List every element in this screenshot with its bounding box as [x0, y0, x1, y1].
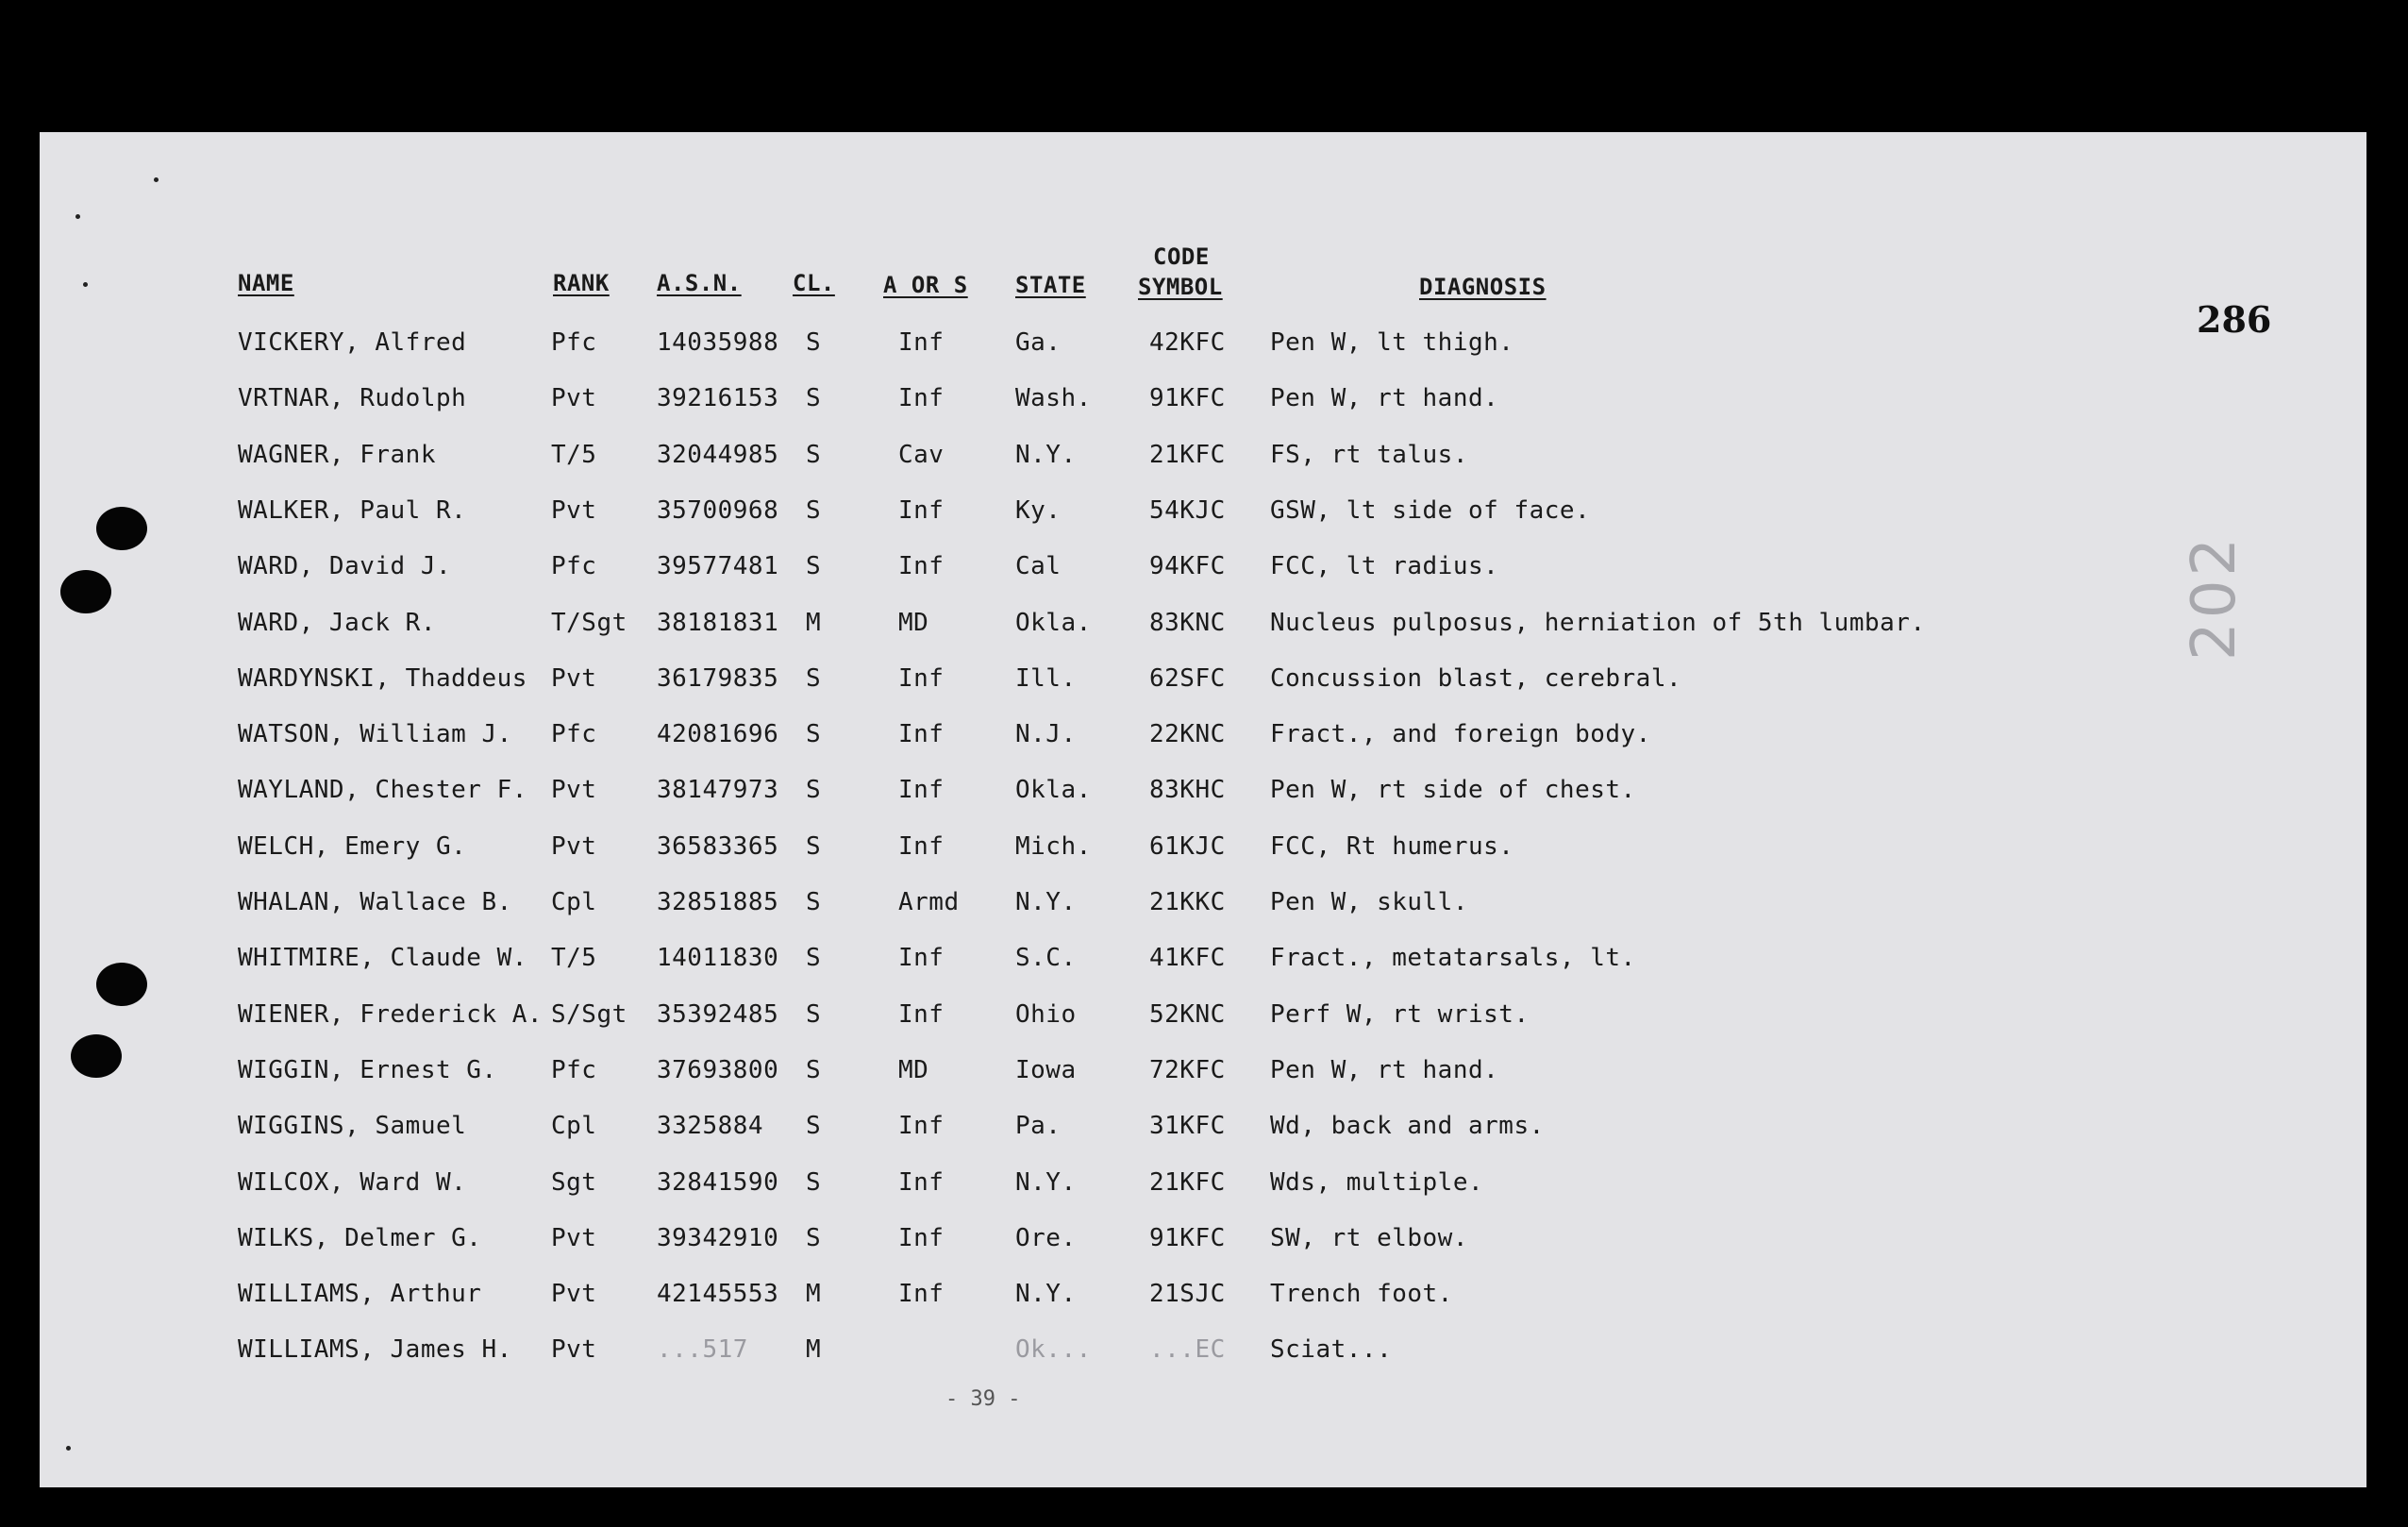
a-or-s-cell: Inf [898, 1112, 945, 1140]
code-symbol-cell: 21KFC [1149, 1168, 1226, 1197]
code-symbol-cell: 21KKC [1149, 888, 1226, 916]
header-cl: CL. [793, 270, 835, 296]
table-row [0, 1056, 2408, 1094]
table-row [0, 441, 2408, 478]
rank-cell: T/5 [551, 441, 597, 469]
code-symbol-cell: 61KJC [1149, 832, 1226, 861]
state-cell: Cal [1015, 552, 1062, 580]
rank-cell: Pvt [551, 384, 597, 412]
table-row [0, 1112, 2408, 1149]
a-or-s-cell: Cav [898, 441, 945, 469]
code-symbol-cell: 31KFC [1149, 1112, 1226, 1140]
code-symbol-cell: ...EC [1149, 1335, 1226, 1364]
asn-cell: 32841590 [657, 1168, 779, 1197]
header-code-bottom: SYMBOL [1138, 274, 1223, 300]
class-cell: S [806, 1168, 822, 1197]
name-cell: WARDYNSKI, Thaddeus [238, 664, 527, 693]
code-symbol-cell: 52KNC [1149, 1000, 1226, 1029]
diagnosis-cell: Pen W, rt hand. [1270, 384, 1499, 412]
header-state: STATE [1015, 272, 1086, 298]
state-cell: Mich. [1015, 832, 1092, 861]
code-symbol-cell: 54KJC [1149, 496, 1226, 525]
diagnosis-cell: Fract., and foreign body. [1270, 720, 1651, 748]
code-symbol-cell: 83KHC [1149, 776, 1226, 804]
rank-cell: Pvt [551, 1335, 597, 1364]
table-row [0, 496, 2408, 534]
diagnosis-cell: FCC, lt radius. [1270, 552, 1499, 580]
a-or-s-cell: MD [898, 609, 929, 637]
table-row [0, 1280, 2408, 1317]
rank-cell: Pvt [551, 1224, 597, 1252]
state-cell: N.J. [1015, 720, 1077, 748]
rank-cell: Pvt [551, 776, 597, 804]
asn-cell: 35700968 [657, 496, 779, 525]
class-cell: S [806, 1224, 822, 1252]
table-row [0, 776, 2408, 814]
class-cell: S [806, 328, 822, 357]
table-row [0, 664, 2408, 702]
header-code-top: CODE [1153, 243, 1210, 270]
rank-cell: T/Sgt [551, 609, 627, 637]
table-row [0, 888, 2408, 926]
rank-cell: Pfc [551, 720, 597, 748]
diagnosis-cell: Wd, back and arms. [1270, 1112, 1545, 1140]
class-cell: S [806, 776, 822, 804]
diagnosis-cell: Trench foot. [1270, 1280, 1453, 1308]
asn-cell: 32851885 [657, 888, 779, 916]
asn-cell: 36583365 [657, 832, 779, 861]
a-or-s-cell: Inf [898, 720, 945, 748]
class-cell: S [806, 1000, 822, 1029]
a-or-s-cell: Inf [898, 664, 945, 693]
asn-cell: 38181831 [657, 609, 779, 637]
asn-cell: ...517 [657, 1335, 748, 1364]
asn-cell: 37693800 [657, 1056, 779, 1084]
name-cell: WILLIAMS, James H. [238, 1335, 512, 1364]
state-cell: Wash. [1015, 384, 1092, 412]
table-row [0, 1335, 2408, 1373]
header-asn: A.S.N. [657, 270, 742, 296]
table-row [0, 944, 2408, 982]
asn-cell: 14035988 [657, 328, 779, 357]
speck [83, 282, 88, 287]
class-cell: S [806, 664, 822, 693]
code-symbol-cell: 91KFC [1149, 384, 1226, 412]
footer-page-number: - 39 - [945, 1387, 1021, 1411]
table-row [0, 552, 2408, 590]
a-or-s-cell: Inf [898, 1280, 945, 1308]
diagnosis-cell: Wds, multiple. [1270, 1168, 1484, 1197]
name-cell: WAYLAND, Chester F. [238, 776, 527, 804]
a-or-s-cell: Inf [898, 776, 945, 804]
asn-cell: 36179835 [657, 664, 779, 693]
a-or-s-cell: Inf [898, 1168, 945, 1197]
header-a-or-s: A OR S [883, 272, 968, 298]
asn-cell: 38147973 [657, 776, 779, 804]
state-cell: S.C. [1015, 944, 1077, 972]
speck [154, 177, 159, 182]
code-symbol-cell: 21KFC [1149, 441, 1226, 469]
diagnosis-cell: Sciat... [1270, 1335, 1393, 1364]
code-symbol-cell: 94KFC [1149, 552, 1226, 580]
rank-cell: Pfc [551, 552, 597, 580]
name-cell: WILLIAMS, Arthur [238, 1280, 482, 1308]
asn-cell: 3325884 [657, 1112, 764, 1140]
class-cell: S [806, 441, 822, 469]
diagnosis-cell: Pen W, skull. [1270, 888, 1468, 916]
diagnosis-cell: Pen W, rt side of chest. [1270, 776, 1636, 804]
a-or-s-cell: Inf [898, 496, 945, 525]
name-cell: VICKERY, Alfred [238, 328, 467, 357]
a-or-s-cell: Inf [898, 832, 945, 861]
diagnosis-cell: Pen W, lt thigh. [1270, 328, 1514, 357]
table-row [0, 1000, 2408, 1038]
asn-cell: 42081696 [657, 720, 779, 748]
rank-cell: Cpl [551, 888, 597, 916]
a-or-s-cell: Inf [898, 1224, 945, 1252]
a-or-s-cell: Inf [898, 1000, 945, 1029]
state-cell: Ore. [1015, 1224, 1077, 1252]
state-cell: Ill. [1015, 664, 1077, 693]
state-cell: Iowa [1015, 1056, 1077, 1084]
diagnosis-cell: Perf W, rt wrist. [1270, 1000, 1530, 1029]
rank-cell: Sgt [551, 1168, 597, 1197]
name-cell: WALKER, Paul R. [238, 496, 467, 525]
name-cell: WATSON, William J. [238, 720, 512, 748]
header-rank: RANK [553, 270, 610, 296]
diagnosis-cell: SW, rt elbow. [1270, 1224, 1468, 1252]
asn-cell: 42145553 [657, 1280, 779, 1308]
table-row [0, 328, 2408, 366]
class-cell: S [806, 944, 822, 972]
diagnosis-cell: Fract., metatarsals, lt. [1270, 944, 1636, 972]
name-cell: WELCH, Emery G. [238, 832, 467, 861]
diagnosis-cell: Nucleus pulposus, herniation of 5th lumbar. [1270, 609, 1926, 637]
diagnosis-cell: GSW, lt side of face. [1270, 496, 1591, 525]
class-cell: S [806, 384, 822, 412]
name-cell: WAGNER, Frank [238, 441, 436, 469]
class-cell: S [806, 552, 822, 580]
header-diagnosis: DIAGNOSIS [1419, 274, 1547, 300]
code-symbol-cell: 42KFC [1149, 328, 1226, 357]
state-cell: Ok... [1015, 1335, 1092, 1364]
diagnosis-cell: FS, rt talus. [1270, 441, 1468, 469]
asn-cell: 39342910 [657, 1224, 779, 1252]
rank-cell: Cpl [551, 1112, 597, 1140]
header-name: NAME [238, 270, 294, 296]
state-cell: Okla. [1015, 776, 1092, 804]
name-cell: WHITMIRE, Claude W. [238, 944, 527, 972]
name-cell: WIENER, Frederick A. [238, 1000, 543, 1029]
table-row [0, 832, 2408, 870]
class-cell: S [806, 1056, 822, 1084]
code-symbol-cell: 72KFC [1149, 1056, 1226, 1084]
speck [75, 214, 80, 219]
state-cell: N.Y. [1015, 1168, 1077, 1197]
table-row [0, 1168, 2408, 1206]
name-cell: WIGGIN, Ernest G. [238, 1056, 497, 1084]
state-cell: Ga. [1015, 328, 1062, 357]
diagnosis-cell: FCC, Rt humerus. [1270, 832, 1514, 861]
name-cell: WARD, Jack R. [238, 609, 436, 637]
rank-cell: Pfc [551, 1056, 597, 1084]
state-cell: N.Y. [1015, 1280, 1077, 1308]
diagnosis-cell: Pen W, rt hand. [1270, 1056, 1499, 1084]
name-cell: VRTNAR, Rudolph [238, 384, 467, 412]
table-row [0, 384, 2408, 422]
state-cell: N.Y. [1015, 441, 1077, 469]
state-cell: Ohio [1015, 1000, 1077, 1029]
code-symbol-cell: 22KNC [1149, 720, 1226, 748]
rank-cell: Pvt [551, 832, 597, 861]
a-or-s-cell: Armd [898, 888, 960, 916]
state-cell: Ky. [1015, 496, 1062, 525]
table-row [0, 609, 2408, 646]
class-cell: S [806, 496, 822, 525]
asn-cell: 35392485 [657, 1000, 779, 1029]
state-cell: N.Y. [1015, 888, 1077, 916]
rank-cell: Pfc [551, 328, 597, 357]
name-cell: WIGGINS, Samuel [238, 1112, 467, 1140]
a-or-s-cell: Inf [898, 552, 945, 580]
asn-cell: 39577481 [657, 552, 779, 580]
name-cell: WILCOX, Ward W. [238, 1168, 467, 1197]
code-symbol-cell: 21SJC [1149, 1280, 1226, 1308]
class-cell: M [806, 1280, 822, 1308]
a-or-s-cell: Inf [898, 328, 945, 357]
table-row [0, 1224, 2408, 1262]
class-cell: S [806, 832, 822, 861]
a-or-s-cell: MD [898, 1056, 929, 1084]
asn-cell: 39216153 [657, 384, 779, 412]
handwritten-side-note: 202 [2180, 533, 2249, 661]
class-cell: S [806, 1112, 822, 1140]
state-cell: Okla. [1015, 609, 1092, 637]
rank-cell: Pvt [551, 496, 597, 525]
code-symbol-cell: 91KFC [1149, 1224, 1226, 1252]
rank-cell: T/5 [551, 944, 597, 972]
code-symbol-cell: 41KFC [1149, 944, 1226, 972]
name-cell: WILKS, Delmer G. [238, 1224, 482, 1252]
code-symbol-cell: 62SFC [1149, 664, 1226, 693]
class-cell: M [806, 1335, 822, 1364]
a-or-s-cell: Inf [898, 944, 945, 972]
asn-cell: 32044985 [657, 441, 779, 469]
table-row [0, 720, 2408, 758]
diagnosis-cell: Concussion blast, cerebral. [1270, 664, 1682, 693]
rank-cell: Pvt [551, 1280, 597, 1308]
class-cell: S [806, 888, 822, 916]
speck [66, 1446, 71, 1451]
rank-cell: S/Sgt [551, 1000, 627, 1029]
name-cell: WARD, David J. [238, 552, 452, 580]
state-cell: Pa. [1015, 1112, 1062, 1140]
class-cell: M [806, 609, 822, 637]
asn-cell: 14011830 [657, 944, 779, 972]
a-or-s-cell: Inf [898, 384, 945, 412]
page-number: 286 [2197, 298, 2272, 341]
class-cell: S [806, 720, 822, 748]
rank-cell: Pvt [551, 664, 597, 693]
name-cell: WHALAN, Wallace B. [238, 888, 512, 916]
code-symbol-cell: 83KNC [1149, 609, 1226, 637]
